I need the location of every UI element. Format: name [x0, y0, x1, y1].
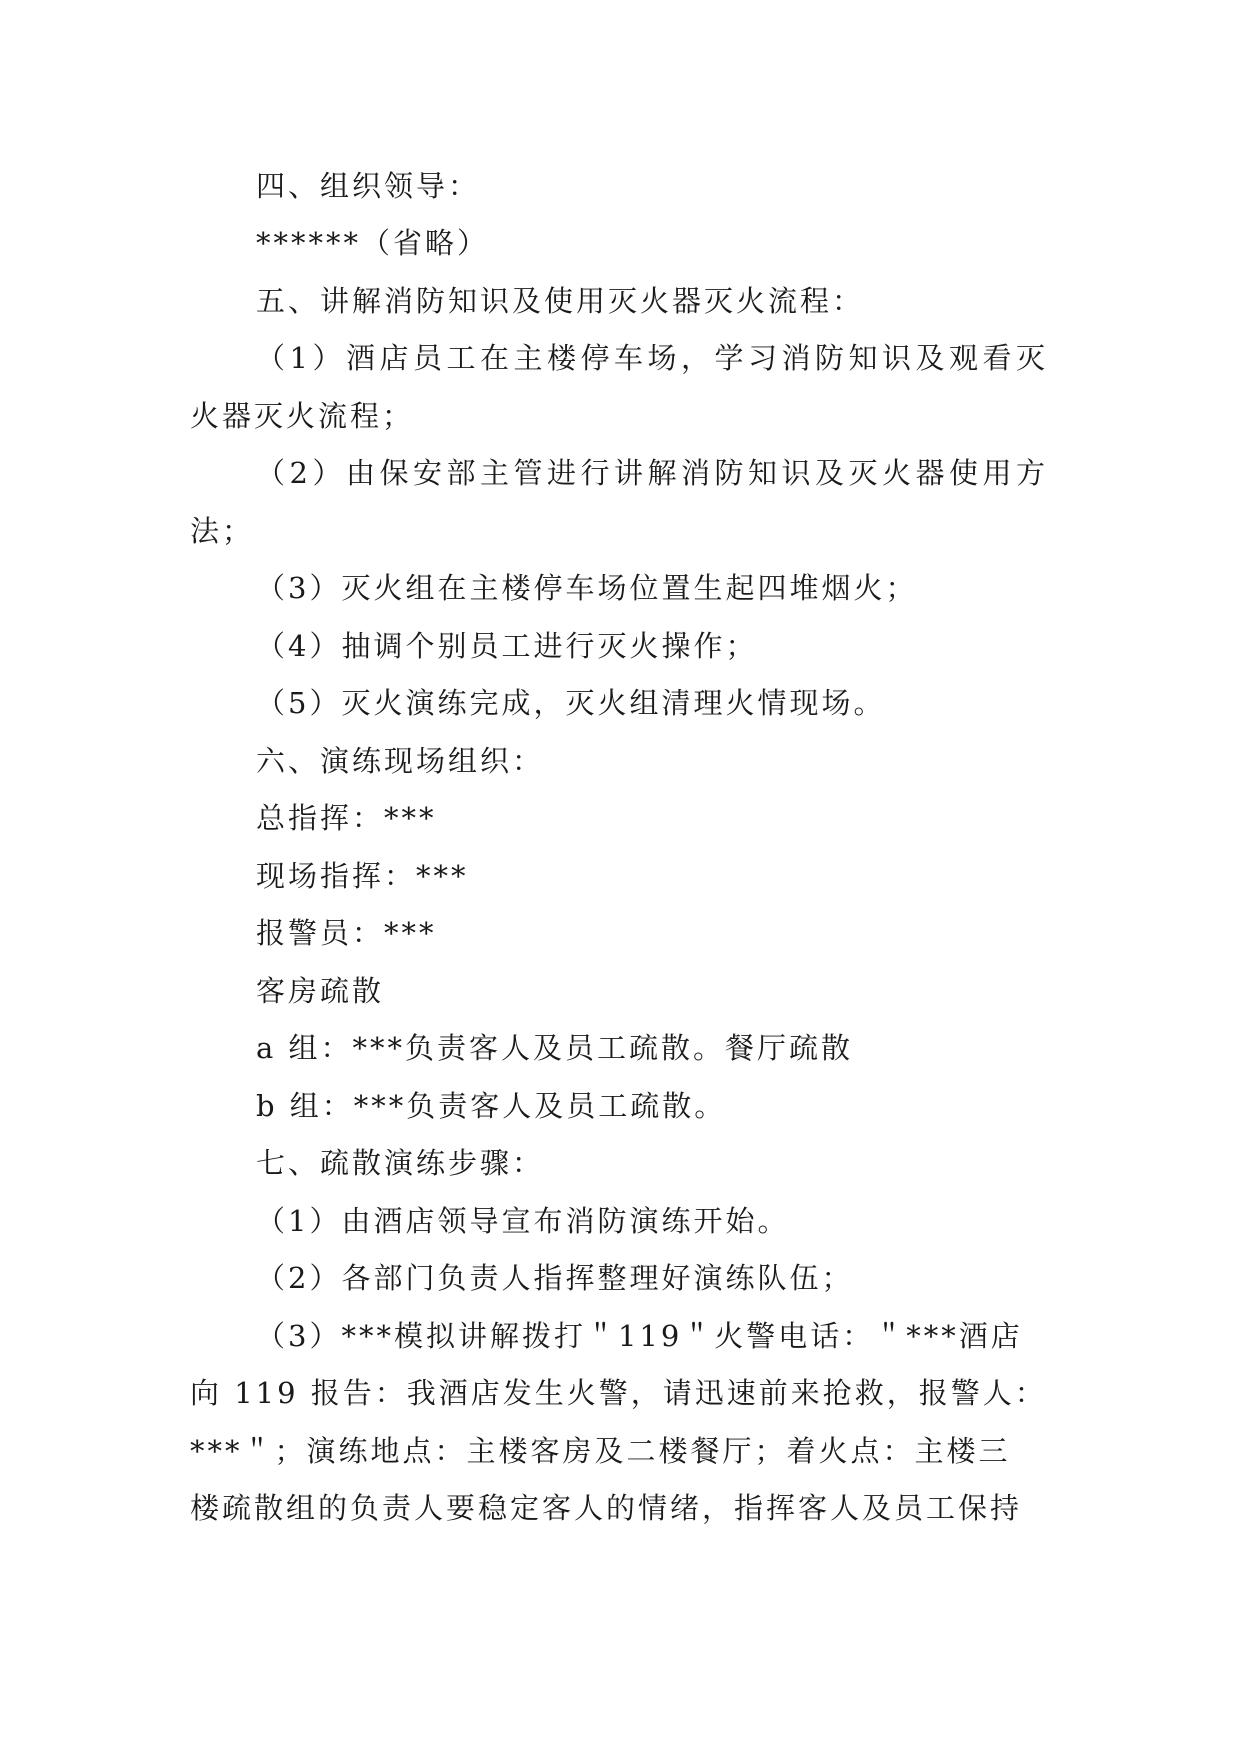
list-item-continuation: 火器灭火流程；: [190, 399, 415, 433]
body-line: a 组：***负责客人及员工疏散。餐厅疏散: [256, 1031, 854, 1065]
body-line: 向 119 报告：我酒店发生火警，请迅速前来抢救，报警人：: [190, 1376, 1047, 1410]
list-item-continuation: 法；: [190, 514, 255, 548]
heading-organization-leadership: 四、组织领导：: [256, 169, 481, 203]
list-item-line: （2）由保安部主管进行讲解消防知识及灭火器使用方: [256, 456, 1050, 490]
body-line: 现场指挥：***: [256, 859, 469, 893]
body-line: 客房疏散: [256, 974, 385, 1008]
list-item-line: （1）酒店员工在主楼停车场，学习消防知识及观看灭: [256, 341, 1050, 375]
body-line: b 组：***负责客人及员工疏散。: [256, 1089, 727, 1123]
body-line: 报警员：***: [256, 916, 437, 950]
body-line: ******（省略）: [256, 226, 490, 260]
list-item-line: （3）***模拟讲解拨打＂119＂火警电话：＂***酒店: [256, 1319, 1023, 1353]
list-item-line: （1）由酒店领导宣布消防演练开始。: [256, 1204, 790, 1238]
body-line: ***＂；演练地点：主楼客房及二楼餐厅；着火点：主楼三: [190, 1434, 1011, 1468]
heading-drill-site-organization: 六、演练现场组织：: [256, 744, 545, 778]
heading-fire-knowledge: 五、讲解消防知识及使用灭火器灭火流程：: [256, 284, 865, 318]
list-item-line: （2）各部门负责人指挥整理好演练队伍；: [256, 1261, 854, 1295]
list-item-line: （5）灭火演练完成，灭火组清理火情现场。: [256, 686, 886, 720]
body-line: 楼疏散组的负责人要稳定客人的情绪，指挥客人及员工保持: [190, 1491, 1023, 1525]
list-item-line: （3）灭火组在主楼停车场位置生起四堆烟火；: [256, 571, 918, 605]
heading-evacuation-steps: 七、疏散演练步骤：: [256, 1146, 545, 1180]
body-line: 总指挥：***: [256, 801, 437, 835]
list-item-line: （4）抽调个别员工进行灭火操作；: [256, 629, 758, 663]
